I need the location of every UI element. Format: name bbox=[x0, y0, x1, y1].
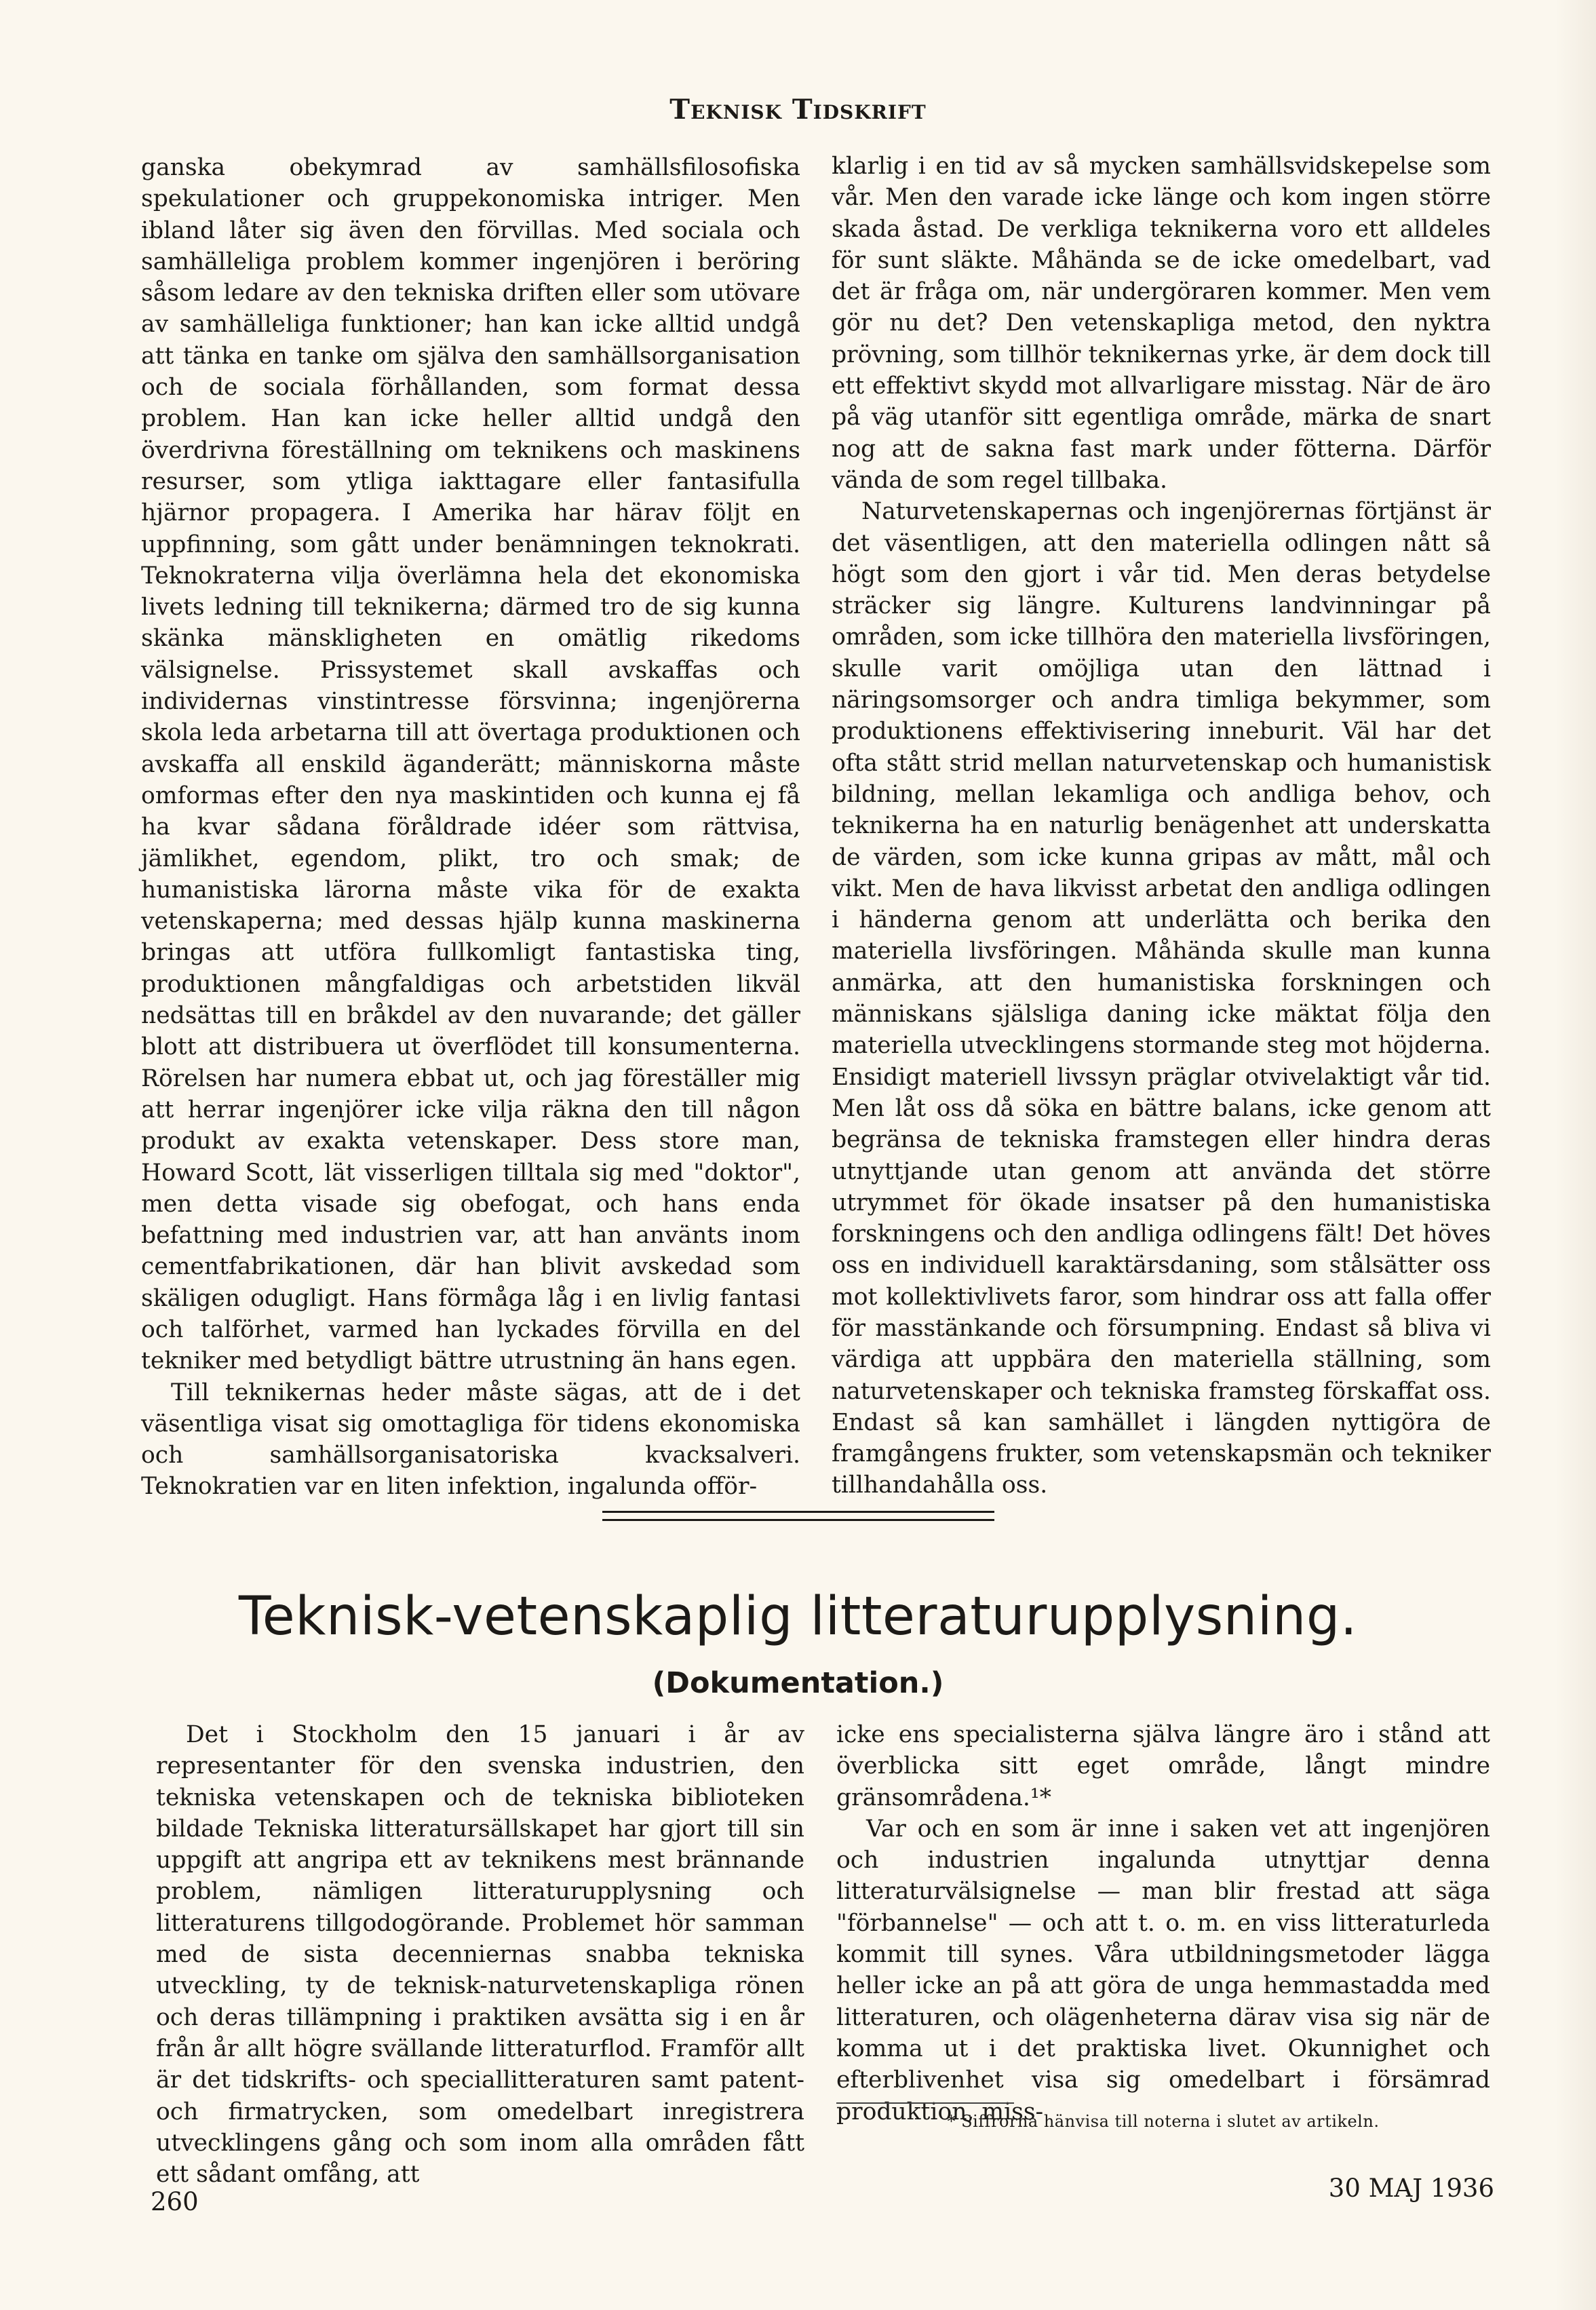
article-subtitle: (Dokumentation.) bbox=[652, 1666, 944, 1700]
footnote: * Siffrorna hänvisa till noterna i slutet av artikeln. bbox=[947, 2112, 1380, 2131]
running-header: Teknisk Tidskrift bbox=[669, 94, 927, 126]
article2-column-right bbox=[836, 1719, 1490, 2128]
article1-column-left bbox=[141, 152, 800, 1503]
page-number: 260 bbox=[151, 2187, 199, 2216]
paragraph: Det i Stockholm den 15 januari i år av representanter för den svenska industrien, den tekniska vetenskapen och de tekniska biblioteken bildade Tekniska litteratursällskapet har gjort till sin uppgift att angripa ett av teknikens mest brännande problem, nämligen litteraturupplysning och litteraturens tillgodogörande. Problemet hör samman med de sista decenniernas snabba tekniska utveckling, ty de teknisk-naturvetenskapliga rönen och deras tillämpning i praktiken avsätta sig i en år från år allt högre svällande litteraturflod. Framför allt är det tidskrifts- och speciallitteraturen samt patent- och firmatrycken, som omedelbart inregistrera utvecklingens gång och som inom alla områden fått ett sådant omfång, att bbox=[156, 1721, 804, 2189]
issue-date: 30 MAJ 1936 bbox=[1328, 2174, 1494, 2203]
paragraph: ganska obekymrad av samhällsfilosofiska spekulationer och gruppekonomiska intriger. Men ibland låter sig även den förvillas. Med sociala och samhälleliga problem kommer ingenjören i beröring såsom ledare av den tekniska driften eller som utövare av samhälleliga funktioner; han kan icke alltid undgå att tänka en tanke om själva den samhällsorganisation och de sociala förhållanden, som format dessa problem. Han kan icke heller alltid undgå den överdrivna föreställning om teknikens och maskinens resurser, som ytliga iakttagare eller fantasifulla hjärnor propagera. I Amerika har härav följt en uppfinning, som gått under benämningen teknokrati. Teknokraterna vilja överlämna hela det ekonomiska livets ledning till teknikerna; därmed tro de sig kunna skänka mänskligheten en omätlig rikedoms välsignelse. Prissystemet skall avskaffas och individernas vinstintresse försvinna; ingenjörerna skola leda arbetarna till att övertaga produktionen och avskaffa all enskild äganderätt; människorna måste omformas efter den nya maskintiden och kunna ej få ha kvar sådana föråldrade idéer som rättvisa, jämlikhet, egendom, plikt, tro och smak; de humanistiska lärorna måste vika för de exakta vetenskaperna; med dessas hjälp kunna maskinerna bringas att utföra fullkomligt fantastiska ting, produktionen mångfaldigas och arbetstiden likväl nedsättas till en bråkdel av den nuvarande; det gäller blott att distribuera ut överflödet till konsumenterna. Rörelsen har numera ebbat ut, och jag föreställer mig att herrar ingenjörer icke vilja räkna den till någon produkt av exakta vetenskaper. Dess store man, Howard Scott, lät visserligen tilltala sig med "doktor", men detta visade sig obefogat, och hans enda befattning med industrien var, att han använts inom cementfabrikationen, där han blivit avskedad som skäligen odugligt. Hans förmåga låg i en livlig fantasi och talförhet, varmed han lyckades förvilla en del tekniker med betydligt bättre utrustning än hans egen. bbox=[141, 154, 800, 1375]
article2-column-left bbox=[156, 1719, 804, 2190]
article1-column-right bbox=[832, 151, 1491, 1501]
paragraph: Var och en som är inne i saken vet att ingenjören och industrien ingalunda utnyttjar denna litteraturvälsignelse — man blir frestad att säga "förbannelse" — och att t. o. m. en viss litteraturleda kommit till synes. Våra utbildningsmetoder lägga heller icke an på att göra de unga hemmastadda med litteraturen, och olägenheterna därav visa sig när de komma ut i det praktiska livet. Okunnighet och efterblivenhet visa sig omedelbart i försämrad produktion, miss- bbox=[836, 1815, 1490, 2125]
paragraph: Naturvetenskapernas och ingenjörernas förtjänst är det väsentligen, att den materiella odlingen nått så högt som den gjort i vår tid. Men deras betydelse sträcker sig längre. Kulturens landvinningar på områden, som icke tillhöra den materiella livsföringen, skulle varit omöjliga utan den lättnad i näringsomsorger och andra timliga bekymmer, som produktionens effektivisering inneburit. Väl har det ofta stått strid mellan naturvetenskap och humanistisk bildning, mellan lekamliga och andliga behov, och teknikerna ha en naturlig benägenhet att underskatta de värden, som icke kunna gripas av mått, mål och vikt. Men de hava likvisst arbetat den andliga odlingen i händerna genom att underlätta och berika den materiella livsföringen. Måhända skulle man kunna anmärka, att den humanistiska forskningen och människans själsliga daning icke mäktat följa den materiella utvecklingens stormande steg mot höjderna. Ensidigt materiell livssyn präglar otvivelaktigt vår tid. Men låt oss då söka en bättre balans, icke genom att begränsa de tekniska framstegen eller hindra deras utnyttjande utan genom att använda det större utrymmet för ökade insatser på den humanistiska forskningens och den andliga odlingens fält! Det höves oss en individuell karaktärsdaning, som stålsätter oss mot kollektivlivets faror, som hindrar oss att falla offer för masstänkande och försumpning. Endast så bliva vi värdiga att uppbära den materiella ställning, som naturvetenskaper och tekniska framsteg förskaffat oss. Endast så kan samhället i längden nyttigöra de framgångens frukter, som vetenskapsmän och tekniker tillhandahålla oss. bbox=[832, 498, 1491, 1499]
article-title: Teknisk-vetenskaplig litteraturupplysning. bbox=[238, 1586, 1358, 1647]
paragraph: klarlig i en tid av så mycken samhällsvidskepelse som vår. Men den varade icke länge och kom ingen större skada åstad. De verkliga teknikerna voro ett alldeles för sunt släkte. Måhända se de icke omedelbart, vad det är fråga om, när undergöraren kommer. Men vem gör nu det? Den vetenskapliga metod, den nyktra prövning, som tillhör teknikernas yrke, är dem dock till ett effektivt skydd mot allvarligare misstag. När de äro på väg utanför sitt egentliga område, märka de snart nog att de sakna fast mark under fötterna. Därför vända de som regel tillbaka. bbox=[832, 153, 1491, 494]
section-divider bbox=[602, 1511, 994, 1521]
footnote-divider bbox=[836, 2102, 1014, 2104]
page-edge-shading bbox=[1555, 0, 1596, 2310]
paragraph: icke ens specialisterna själva längre äro i stånd att överblicka sitt eget område, långt mindre gränsområdena.¹* bbox=[836, 1721, 1490, 1811]
paragraph: Till teknikernas heder måste sägas, att de i det väsentliga visat sig omottagliga för tidens ekonomiska och samhällsorganisatoriska kvacksalveri. Teknokratien var en liten infektion, ingalunda offör- bbox=[141, 1379, 800, 1501]
